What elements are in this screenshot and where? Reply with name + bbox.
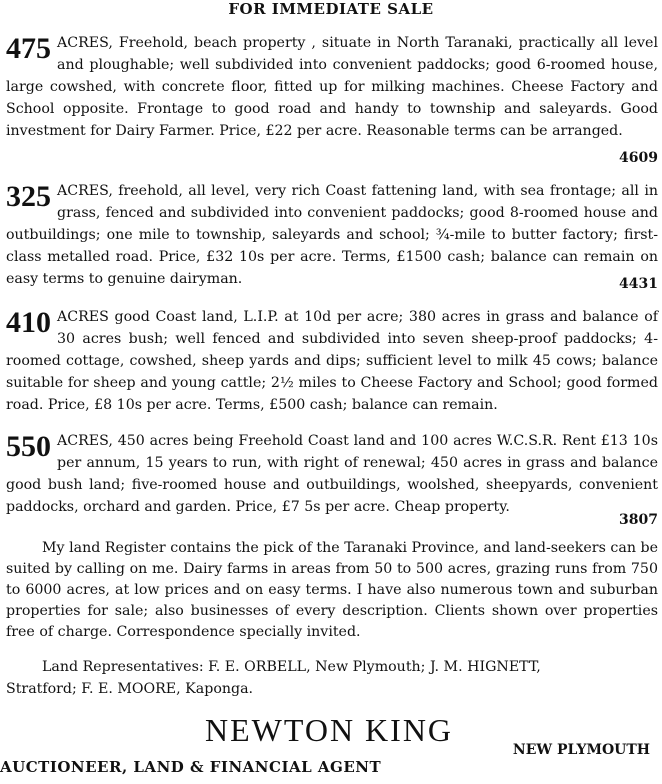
agent-name: NEWTON KING [205, 712, 454, 748]
listing-text: ACRES, Freehold, beach property , situate in North Taranaki, practically all level and ploughable; well subdivided into convenient paddocks; good 6-roomed house, large cowshed, with concrete floor, fitted up for milking machines. Cheese Factory and School opposite. Frontage to good road and handy to township and saleyards. Good investment for Dairy Farmer. Price, £22 per acre. Reasonable terms can be arranged. [6, 35, 658, 139]
agent-town: NEW PLYMOUTH [512, 742, 650, 758]
listing-text: ACRES, 450 acres being Freehold Coast land and 100 acres W.C.S.R. Rent £13 10s per annum, 15 years to run, with right of renewal; 450 acres in grass and balance good bush land; five-roomed house and outbuildings, woolshed, sheepyards, convenient paddocks, orchard and garden. Price, £7 5s per acre. Cheap property. [6, 433, 658, 515]
listing-325 [6, 180, 658, 290]
listing-ref: 4609 [619, 150, 658, 166]
agent-title: AUCTIONEER, LAND & FINANCIAL AGENT [0, 758, 382, 776]
ad-heading: FOR IMMEDIATE SALE [228, 0, 434, 18]
listing-475 [6, 32, 658, 142]
listing-text: ACRES, freehold, all level, very rich Coast fattening land, with sea frontage; all in grass, fenced and subdivided into convenient paddocks; good 8-roomed house and outbuildings; one mile to township, saleyards and school; ¾-mile to butter factory; first-class metalled road. Price, £32 10s per acre. Terms, £1500 cash; balance can remain on easy terms to genuine dairyman. [6, 183, 658, 287]
representatives-line: Land Representatives: F. E. ORBELL, New Plymouth; J. M. HIGNETT, [42, 659, 541, 675]
listing-acreage: 410 [6, 306, 51, 339]
listing-acreage: 325 [6, 180, 51, 213]
representatives-line: Stratford; F. E. MOORE, Kaponga. [6, 681, 254, 697]
listing-410 [6, 306, 658, 416]
land-representatives [6, 656, 658, 700]
land-register-paragraph: My land Register contains the pick of the Taranaki Province, and land-seekers can be suited by calling on me. Dairy farms in areas from 50 to 500 acres, grazing runs from 750 to 6000 acres, at low prices and on easy terms. I have also numerous town and suburban properties for sale; also businesses of every description. Clients shown over properties free of charge. Correspondence specially invited. [6, 540, 658, 640]
listing-text: ACRES good Coast land, L.I.P. at 10d per acre; 380 acres in grass and balance of 30 acres bush; well fenced and subdivided into seven sheep-proof paddocks; 4-roomed cottage, cowshed, sheep yards and dips; sufficient level to milk 45 cows; balance suitable for sheep and young cattle; 2½ miles to Cheese Factory and School; good formed road. Price, £8 10s per acre. Terms, £500 cash; balance can remain. [6, 309, 658, 413]
listing-550 [6, 430, 658, 518]
listing-ref: 3807 [619, 512, 658, 528]
listing-acreage: 475 [6, 32, 51, 65]
listing-ref: 4431 [619, 276, 658, 292]
listing-acreage: 550 [6, 430, 51, 463]
